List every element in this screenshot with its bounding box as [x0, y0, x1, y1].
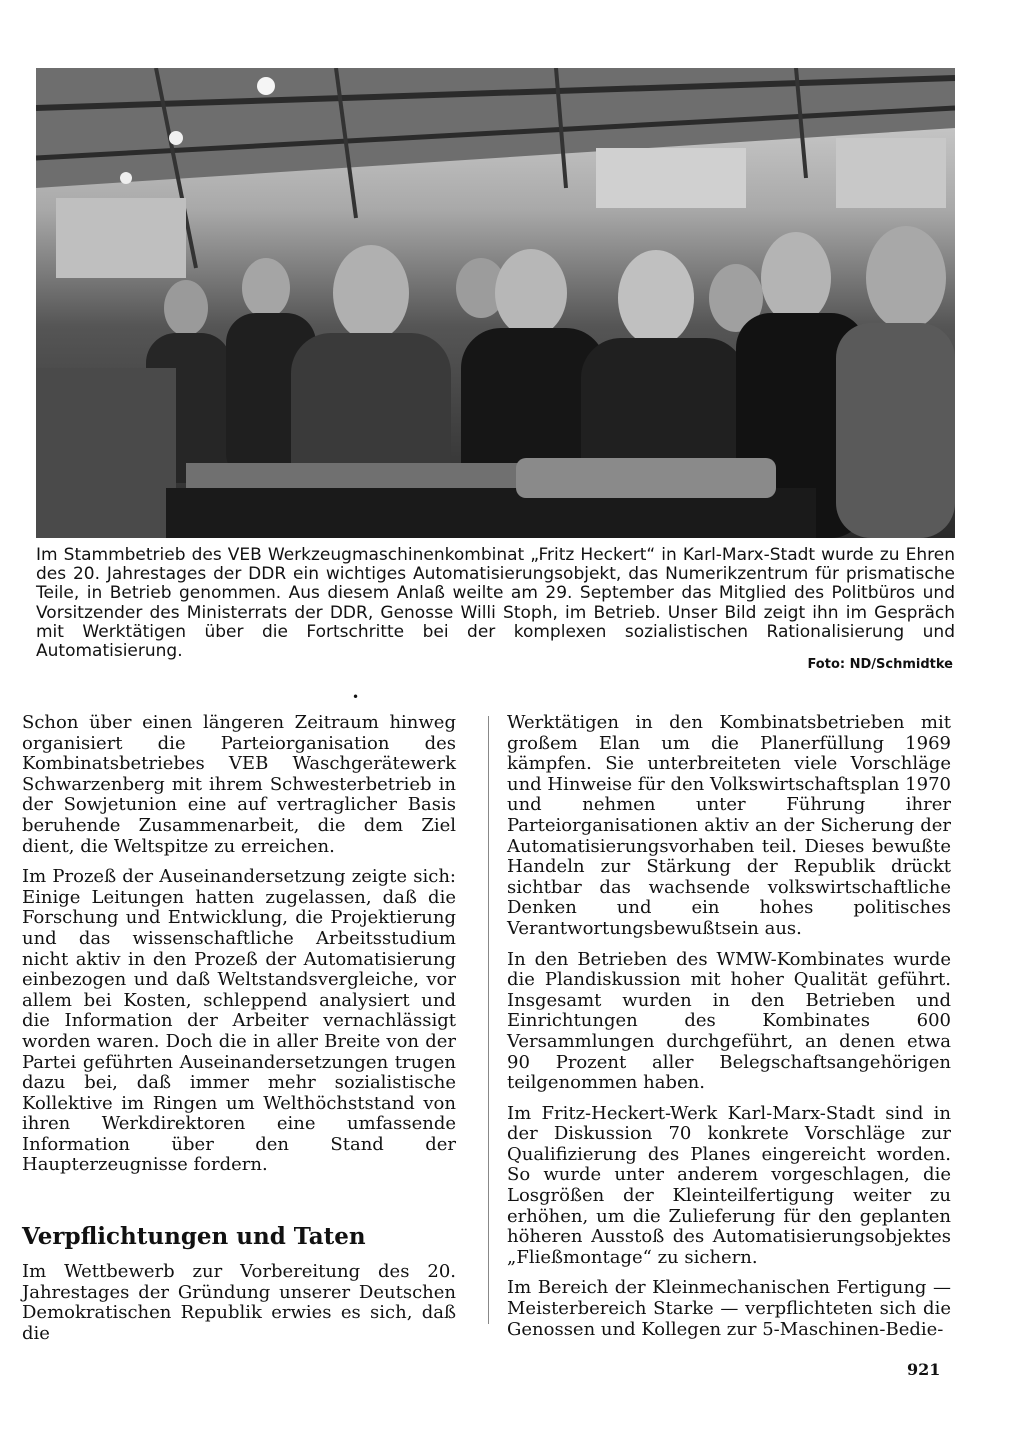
page-number: 921 [907, 1360, 941, 1379]
paragraph: In den Betrieben des WMW-Kombinates wurde die Plandiskussion mit hoher Qualität geführt. Insgesamt wurden in den Betrieben und Einrichtungen des Kombinates 600 Versammlungen durchgeführt, an denen etwa 90 Prozent aller Belegschaftsangehörigen teilgenommen haben. [507, 948, 951, 1094]
paragraph: Im Wettbewerb zur Vorbereitung des 20. Jahrestages der Gründung unserer Deutschen Demokratischen Republik erwies es sich, daß die [22, 1261, 456, 1344]
photo-credit: Foto: ND/Schmidtke [807, 657, 953, 672]
paragraph: Im Fritz-Heckert-Werk Karl-Marx-Stadt sind in der Diskussion 70 konkrete Vorschläge zur Qualifizierung des Planes eingereicht worden. So wurde unter anderem vorgeschlagen, die Losgrößen der Kleinteilfertigung weiter zu erhöhen, um die Zulieferung für den geplanten höheren Ausstoß des Automatisierungsobjektes „Fließmontage“ zu sichern. [507, 1102, 951, 1268]
paragraph: Schon über einen längeren Zeitraum hinweg organisiert die Parteiorganisation des Kombinatsbetriebes VEB Waschgerätewerk Schwarzenberg mit ihrem Schwesterbetrieb in der Sowjetunion eine auf vertraglicher Basis beruhende Zusammenarbeit, die dem Ziel dient, die Weltspitze zu erreichen. [22, 712, 456, 857]
photo-caption: Im Stammbetrieb des VEB Werkzeugmaschinenkombinat „Fritz Heckert“ in Karl-Marx-Stadt wurde zu Ehren des 20. Jahrestages der DDR ein wichtiges Automatisierungsobjekt, das Numerikzentrum für prismatische Teile, in Betrieb genommen. Aus diesem Anlaß weilte am 29. September das Mitglied des Politbüros und Vorsitzender des Ministerrats der DDR, Genosse Willi Stoph, im Betrieb. Unser Bild zeigt ihn im Gespräch mit Werktätigen über die Fortschritte bei der komplexen sozialistischen Rationalisierung und Automatisierung. [36, 545, 955, 662]
column-rule [488, 716, 489, 1324]
divider-mark: • [352, 690, 360, 704]
section-heading: Verpflichtungen und Taten [22, 1223, 366, 1251]
paragraph: Im Prozeß der Auseinandersetzung zeigte sich: Einige Leitungen hatten zugelassen, daß die Forschung und Entwicklung, die Projektierung und das wissenschaftliche Arbeitsstudium nicht aktiv in den Prozeß der Automatisierung einbezogen und daß Weltstandsvergleiche, vor allem bei Kosten, schleppend analysiert und die Information der Arbeiter vernachlässigt worden waren. Doch die in aller Breite von der Partei geführten Auseinandersetzungen trugen dazu bei, daß immer mehr sozialistische Kollektive im Ringen um Welthöchststand von ihren Werkdirektoren eine umfassende Information über den Stand der Haupterzeugnisse fordern. [22, 866, 456, 1176]
left-column [22, 713, 456, 1354]
paragraph: Im Bereich der Kleinmechanischen Fertigung — Meisterbereich Starke — verpflichteten sich die Genossen und Kollegen zur 5-Maschinen-Bedie- [507, 1277, 951, 1340]
paragraph: Werktätigen in den Kombinatsbetrieben mit großem Elan um die Planerfüllung 1969 kämpfen. Sie unterbreiteten viele Vorschläge und Hinweise für den Volkswirtschaftsplan 1970 und nehmen unter Führung ihrer Parteiorganisationen aktiv an der Sicherung der Automatisierungsvorhaben teil. Dieses bewußte Handeln zur Stärkung der Republik drückt sichtbar das wachsende volkswirtschaftliche Denken und ein hohes politisches Verantwortungsbewußtsein aus. [507, 712, 951, 939]
photo-icon [36, 68, 955, 538]
right-column [507, 713, 951, 1350]
photo [36, 68, 955, 538]
